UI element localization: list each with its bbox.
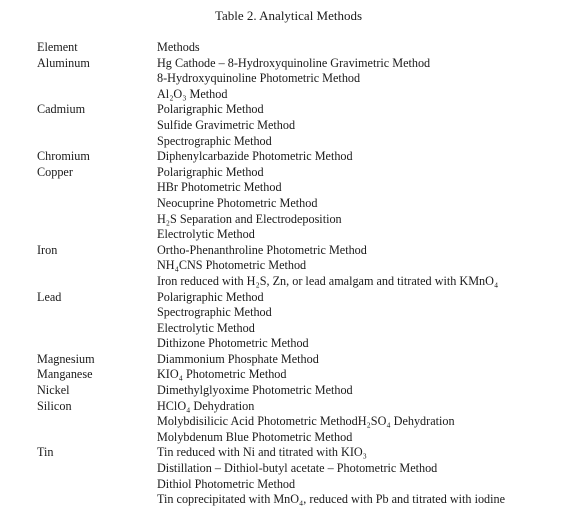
table-row — [37, 87, 567, 103]
method-cell: Electrolytic Method — [157, 227, 255, 242]
element-cell: Nickel — [37, 383, 70, 398]
element-cell — [37, 336, 157, 352]
method-cell: Tin reduced with Ni and titrated with KIO₃ — [157, 445, 367, 460]
table-row — [37, 180, 567, 196]
method-cell: Diammonium Phosphate Method — [157, 351, 319, 366]
method-cell: Al₂O₃ Method — [157, 86, 228, 101]
table-row — [37, 243, 567, 259]
column-header-element: Element — [37, 40, 78, 54]
element-cell — [37, 274, 157, 290]
table-row — [37, 367, 567, 383]
element-cell — [37, 321, 157, 337]
element-cell — [37, 305, 157, 321]
method-cell: Dimethylglyoxime Photometric Method — [157, 383, 353, 398]
element-cell — [37, 492, 157, 508]
table-body — [37, 56, 567, 508]
element-cell — [37, 118, 157, 134]
method-cell: Tin coprecipitated with MnO₄, reduced with Pb and titrated with iodine — [157, 492, 506, 507]
table-row — [37, 477, 567, 493]
method-cell: Distillation – Dithiol-butyl acetate – Photometric Method — [157, 461, 438, 476]
table-row — [37, 414, 567, 430]
table-row — [37, 399, 567, 415]
table-row — [37, 56, 567, 72]
element-cell — [37, 87, 157, 103]
table-row — [37, 149, 567, 165]
element-cell: Copper — [37, 164, 73, 179]
element-cell — [37, 212, 157, 228]
table-row — [37, 352, 567, 368]
method-cell: H₂S Separation and Electrodeposition — [157, 211, 342, 226]
table-row — [37, 118, 567, 134]
table-row — [37, 134, 567, 150]
element-cell: Manganese — [37, 367, 93, 382]
table-row — [37, 430, 567, 446]
element-cell — [37, 430, 157, 446]
method-cell: KIO₄ Photometric Method — [157, 367, 287, 382]
table-title: Table 2. Analytical Methods — [214, 8, 363, 23]
element-cell: Aluminum — [37, 55, 90, 70]
method-cell: Hg Cathode – 8-Hydroxyquinoline Gravimetric Method — [157, 55, 431, 70]
element-cell — [37, 461, 157, 477]
method-cell: Iron reduced with H₂S, Zn, or lead amalgam and titrated with KMnO₄ — [157, 273, 499, 288]
element-cell — [37, 414, 157, 430]
method-cell: NH₄CNS Photometric Method — [157, 258, 307, 273]
element-cell — [37, 134, 157, 150]
method-cell: Polarigraphic Method — [157, 289, 264, 304]
column-header-methods: Methods — [157, 40, 200, 54]
table-row — [37, 274, 567, 290]
element-cell: Cadmium — [37, 102, 86, 117]
method-cell: HBr Photometric Method — [157, 180, 282, 195]
method-cell: Spectrographic Method — [157, 305, 272, 320]
method-cell: Polarigraphic Method — [157, 164, 264, 179]
element-cell — [37, 71, 157, 87]
element-cell: Lead — [37, 289, 62, 304]
element-cell: Silicon — [37, 398, 72, 413]
element-cell — [37, 227, 157, 243]
table-row — [37, 383, 567, 399]
table-row — [37, 212, 567, 228]
element-cell: Magnesium — [37, 351, 95, 366]
table-row — [37, 321, 567, 337]
element-cell — [37, 258, 157, 274]
table-row — [37, 305, 567, 321]
table-row — [37, 461, 567, 477]
method-cell: Spectrographic Method — [157, 133, 272, 148]
table-row — [37, 102, 567, 118]
element-cell: Chromium — [37, 149, 90, 164]
table-row — [37, 71, 567, 87]
method-cell: Diphenylcarbazide Photometric Method — [157, 149, 353, 164]
method-cell: Molybdisilicic Acid Photometric MethodH₂SO₄ Dehydration — [157, 414, 455, 429]
table-row — [37, 336, 567, 352]
method-cell: Polarigraphic Method — [157, 102, 264, 117]
method-cell: Ortho-Phenanthroline Photometric Method — [157, 242, 367, 257]
method-cell: Sulfide Gravimetric Method — [157, 117, 296, 132]
element-cell — [37, 196, 157, 212]
element-cell: Iron — [37, 242, 58, 257]
table-row — [37, 492, 567, 508]
method-cell: Neocuprine Photometric Method — [157, 195, 318, 210]
method-cell: Dithiol Photometric Method — [157, 476, 296, 491]
method-cell: Electrolytic Method — [157, 320, 255, 335]
table-header-row — [37, 40, 567, 56]
method-cell: Molybdenum Blue Photometric Method — [157, 429, 353, 444]
table-row — [37, 165, 567, 181]
table-row — [37, 445, 567, 461]
element-cell: Tin — [37, 445, 54, 460]
method-cell: HClO₄ Dehydration — [157, 398, 255, 413]
analytical-methods-table — [37, 40, 567, 508]
table-row — [37, 227, 567, 243]
method-cell: Dithizone Photometric Method — [157, 336, 309, 351]
table-row — [37, 196, 567, 212]
element-cell — [37, 180, 157, 196]
table-row — [37, 290, 567, 306]
element-cell — [37, 477, 157, 493]
method-cell: 8-Hydroxyquinoline Photometric Method — [157, 71, 361, 86]
table-row — [37, 258, 567, 274]
